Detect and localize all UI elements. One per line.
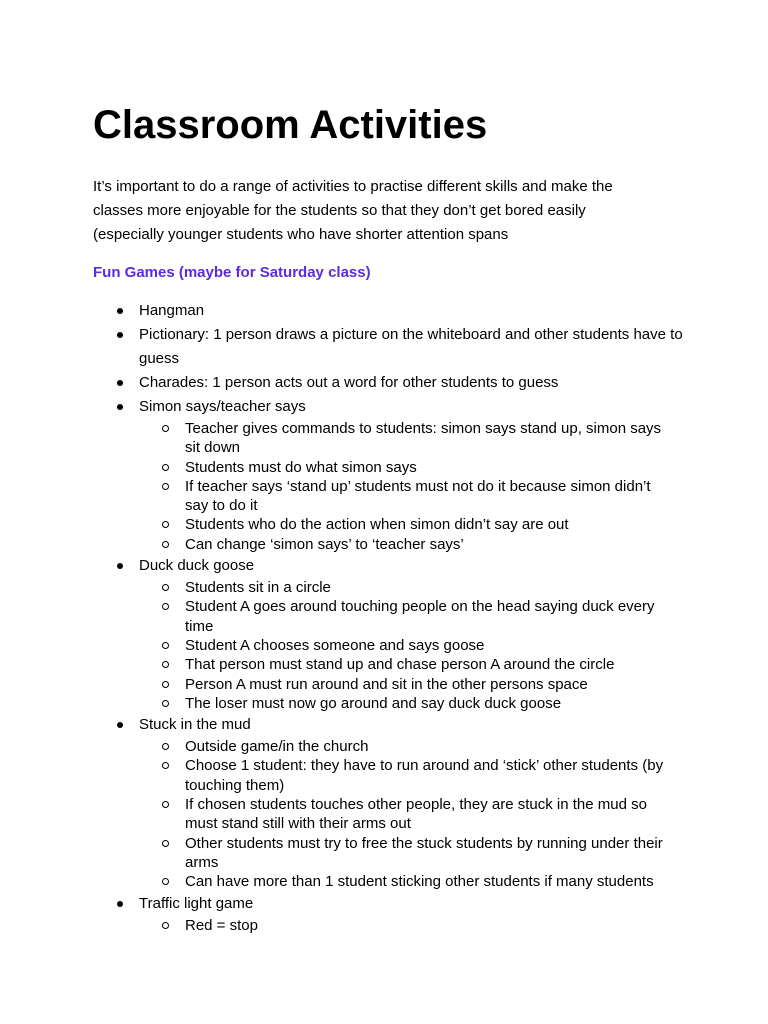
game-item xyxy=(93,554,693,713)
game-detail-text: Choose 1 student: they have to run around and ‘stick’ other students (by touching them) xyxy=(185,757,664,794)
bullet-icon xyxy=(117,380,123,386)
hollow-bullet-icon xyxy=(162,642,169,649)
game-detail-item xyxy=(139,578,693,597)
game-label: Duck duck goose xyxy=(139,557,255,575)
game-detail-item xyxy=(139,737,693,756)
document-title: Classroom Activities xyxy=(93,103,488,147)
game-detail-text: Person A must run around and sit in the other persons space xyxy=(185,675,588,693)
hollow-bullet-icon xyxy=(162,425,169,432)
game-detail-item xyxy=(139,477,693,516)
hollow-bullet-icon xyxy=(162,541,169,548)
bullet-icon xyxy=(117,404,123,410)
hollow-bullet-icon xyxy=(162,840,169,847)
hollow-bullet-icon xyxy=(162,700,169,707)
game-detail-text: Outside game/in the church xyxy=(185,738,369,756)
game-detail-item xyxy=(139,872,693,891)
intro-line: (especially younger students who have shorter attention spans xyxy=(93,226,509,243)
game-label: Traffic light game xyxy=(139,894,254,912)
game-label: Hangman xyxy=(139,302,205,319)
game-label: Pictionary: 1 person draws a picture on the whiteboard and other students have to guess xyxy=(139,326,683,367)
bullet-icon xyxy=(117,722,123,728)
section-heading: Fun Games (maybe for Saturday class) xyxy=(93,264,371,281)
hollow-bullet-icon xyxy=(162,681,169,688)
hollow-bullet-icon xyxy=(162,483,169,490)
game-detail-item xyxy=(139,916,693,935)
game-item xyxy=(93,713,693,891)
game-detail-text: The loser must now go around and say duck duck goose xyxy=(185,694,562,712)
game-detail-text: Students sit in a circle xyxy=(185,579,331,597)
hollow-bullet-icon xyxy=(162,922,169,929)
intro-paragraph xyxy=(93,175,683,247)
game-label: Charades: 1 person acts out a word for other students to guess xyxy=(139,374,559,391)
game-detail-item xyxy=(139,636,693,655)
game-detail-text: If teacher says ‘stand up’ students must not do it because simon didn’t say to do it xyxy=(185,477,651,515)
hollow-bullet-icon xyxy=(162,603,169,610)
game-details-list xyxy=(139,737,693,891)
game-detail-item xyxy=(139,535,693,554)
game-details-list xyxy=(139,419,693,554)
hollow-bullet-icon xyxy=(162,661,169,668)
game-detail-text: Can change ‘simon says’ to ‘teacher says’ xyxy=(185,535,464,553)
hollow-bullet-icon xyxy=(162,878,169,885)
game-details-list xyxy=(139,578,693,713)
intro-line: It’s important to do a range of activities to practise different skills and make the xyxy=(93,178,613,195)
game-details-list xyxy=(139,916,693,935)
game-item xyxy=(93,892,693,935)
hollow-bullet-icon xyxy=(162,521,169,528)
game-detail-text: Can have more than 1 student sticking other students if many students xyxy=(185,873,654,891)
game-detail-item xyxy=(139,795,693,834)
game-item xyxy=(93,323,693,371)
game-item xyxy=(93,299,693,323)
game-detail-text: Student A chooses someone and says goose xyxy=(185,636,485,654)
intro-line: classes more enjoyable for the students so that they don’t get bored easily xyxy=(93,202,586,219)
hollow-bullet-icon xyxy=(162,464,169,471)
hollow-bullet-icon xyxy=(162,762,169,769)
bullet-icon xyxy=(117,308,123,314)
hollow-bullet-icon xyxy=(162,584,169,591)
game-detail-text: Students must do what simon says xyxy=(185,458,417,476)
game-detail-item xyxy=(139,419,693,458)
game-detail-text: Student A goes around touching people on the head saying duck every time xyxy=(185,598,655,635)
game-detail-text: Red = stop xyxy=(185,916,258,934)
game-detail-item xyxy=(139,756,693,795)
game-item xyxy=(93,371,693,395)
game-detail-item xyxy=(139,515,693,534)
game-detail-item xyxy=(139,694,693,713)
game-detail-text: Teacher gives commands to students: simon says stand up, simon says sit down xyxy=(185,420,662,457)
game-detail-text: Students who do the action when simon didn’t say are out xyxy=(185,516,569,534)
game-item xyxy=(93,395,693,554)
game-detail-item xyxy=(139,655,693,674)
game-detail-item xyxy=(139,458,693,477)
game-detail-text: Other students must try to free the stuck students by running under their arms xyxy=(185,834,663,871)
game-detail-text: If chosen students touches other people, they are stuck in the mud so must stand still with their arms out xyxy=(185,796,647,833)
bullet-icon xyxy=(117,901,123,907)
game-detail-item xyxy=(139,834,693,873)
game-detail-item xyxy=(139,597,693,636)
bullet-icon xyxy=(117,563,123,569)
games-list xyxy=(93,299,693,935)
game-label: Stuck in the mud xyxy=(139,716,251,734)
hollow-bullet-icon xyxy=(162,743,169,750)
hollow-bullet-icon xyxy=(162,801,169,808)
game-label: Simon says/teacher says xyxy=(139,398,306,415)
game-detail-item xyxy=(139,675,693,694)
bullet-icon xyxy=(117,332,123,338)
game-detail-text: That person must stand up and chase person A around the circle xyxy=(185,656,615,674)
